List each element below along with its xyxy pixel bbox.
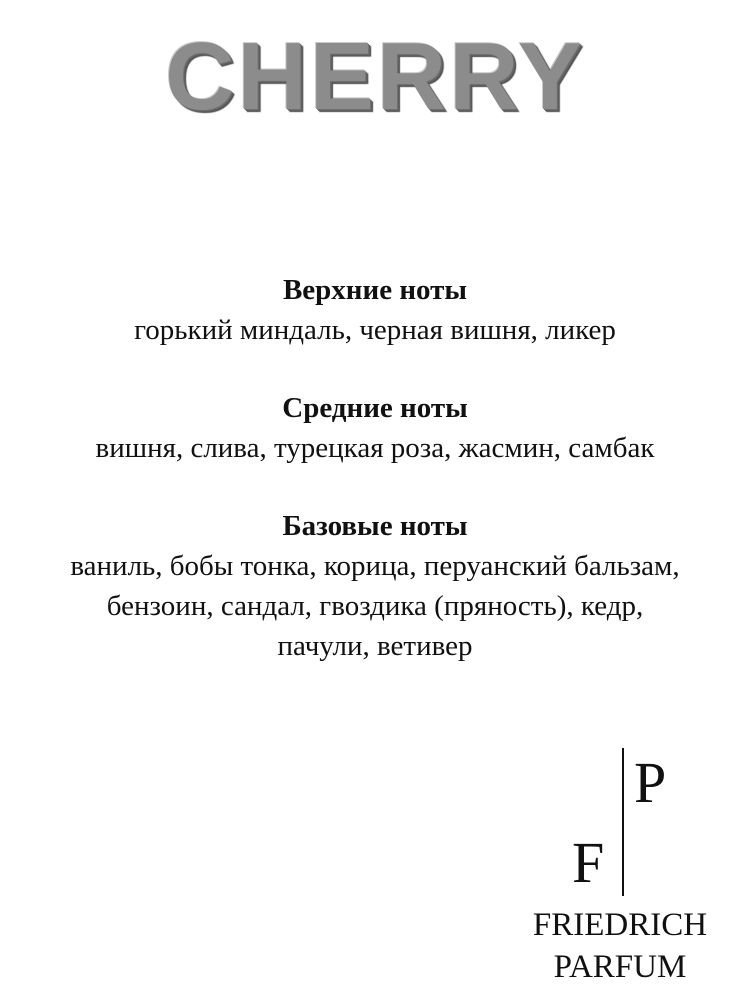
top-notes-heading: Верхние ноты — [282, 274, 468, 306]
middle-notes — [0, 388, 750, 468]
logo-letter-p: P — [634, 750, 667, 815]
base-notes-line-3: пачули, ветивер — [277, 630, 473, 662]
logo-letter-f: F — [572, 830, 605, 895]
notes-section — [0, 270, 750, 704]
logo-divider — [622, 748, 624, 896]
top-notes-list: горький миндаль, черная вишня, ликер — [134, 314, 616, 346]
top-notes — [0, 270, 750, 350]
base-notes — [0, 506, 750, 666]
base-notes-heading: Базовые ноты — [282, 510, 468, 542]
middle-notes-heading: Средние ноты — [282, 392, 468, 424]
brand-name-line-2: PARFUM — [553, 949, 687, 985]
base-notes-line-1: ваниль, бобы тонка, корица, перуанский бальзам, — [70, 550, 680, 582]
brand-name — [510, 904, 730, 988]
base-notes-line-2: бензоин, сандал, гвоздика (пряность), кедр, — [106, 590, 644, 622]
brand-logo — [510, 748, 730, 993]
brand-name-line-1: FRIEDRICH — [532, 907, 708, 943]
page-title: CHERRY — [165, 23, 585, 130]
middle-notes-list: вишня, слива, турецкая роза, жасмин, самбак — [95, 432, 655, 464]
